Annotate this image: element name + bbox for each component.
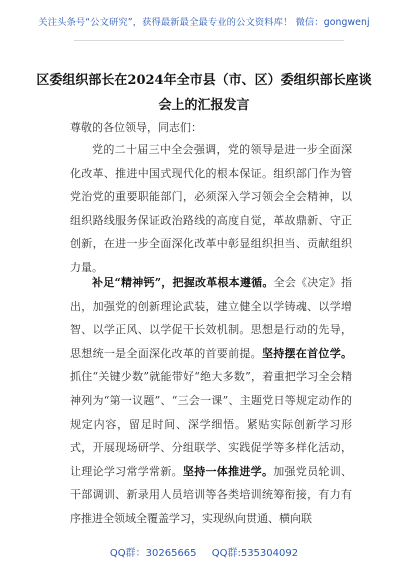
document-title-line-1: 区委组织部长在2024年全市县（市、区）委组织部长座谈 — [36, 73, 372, 88]
footer — [0, 544, 408, 559]
header-divider — [74, 40, 344, 41]
emphasis-text: 坚持一体推进学。 — [182, 464, 274, 478]
paragraph-text: 加强党员轮训、干部调训、新录用人员培训等各类培训统筹衔接，有力有序推进全领域全覆盖学习，实现纵向贯通、横向联 — [70, 464, 353, 525]
section-heading: 补足“精神钙”，把握改革根本遵循。 — [92, 276, 274, 289]
paragraph-section-1 — [70, 271, 352, 531]
emphasis-text: 坚持摆在首位学。 — [261, 346, 353, 360]
footer-qq-group-2: QQ群:535304092 — [211, 548, 299, 559]
salutation: 尊敬的各位领导，同志们： — [70, 121, 202, 134]
paragraph-text: 抓住“关键少数”就能带好“绝大多数”，着重把学习全会精神列为“第一议题”、“三会一课”、主题党日等规定动作的规定内容，留足时间、深学细悟。紧贴实际创新学习形式，开展现场研学、分组联学、实践促学等多样化活动，让理论学习常学常新。 — [70, 370, 352, 478]
document-title-line-2: 会上的汇报发言 — [158, 98, 250, 113]
paragraph-intro: 党的二十届三中全会强调，党的领导是进一步全面深化改革、推进中国式现代化的根本保证。组织部门作为管党治党的重要职能部门，必须深入学习领会全会精神，以组织路线服务保证政治路线的高度自觉，革故鼎新、守正创新，在进一步全面深化改革中彰显组织担当、贡献组织力量。 — [70, 143, 352, 274]
paragraph-text: 全会《决定》指出，加强党的创新理论武装，建立健全以学铸魂、以学增智、以学正风、以学促干长效机制。思想是行动的先导，思想统一是全面深化改革的首要前提。 — [70, 276, 353, 360]
header-banner: 关注头条号“公文研究”，获得最新最全最专业的公文资料库！ 微信：gongwenj — [38, 17, 370, 28]
footer-qq-group-1: QQ群：30265665 — [109, 548, 197, 559]
